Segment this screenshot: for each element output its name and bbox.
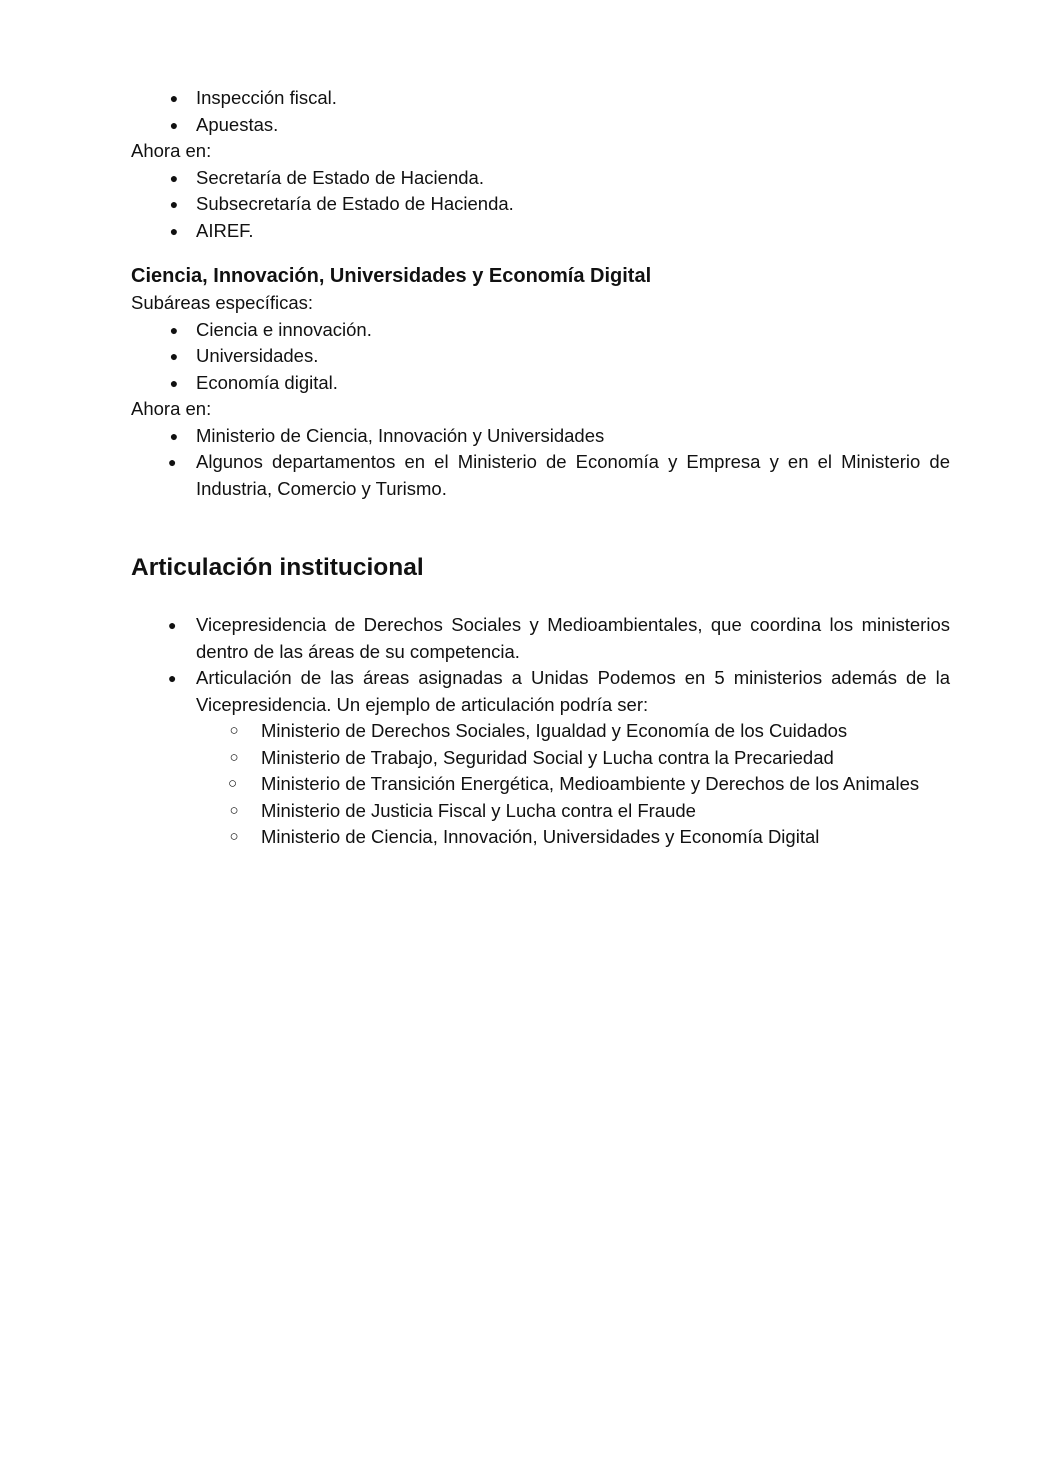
hollow-bullet-icon: ○ <box>229 748 239 766</box>
document-content <box>131 85 950 851</box>
sub-list-item-text: Ministerio de Transición Energética, Medioambiente y Derechos de los Animales <box>261 773 920 794</box>
sub-list-item <box>131 798 950 825</box>
spacer <box>131 584 950 612</box>
subareas-label: Subáreas específicas: <box>131 292 314 313</box>
bullet-list-articulacion <box>131 612 950 718</box>
hollow-bullet-icon: ○ <box>229 801 239 819</box>
list-item-text: Subsecretaría de Estado de Hacienda. <box>196 193 514 214</box>
bullet-icon: ● <box>169 196 179 212</box>
bullet-icon: ● <box>169 169 179 186</box>
list-item <box>131 112 950 139</box>
sub-list-item <box>131 745 950 772</box>
list-item-text: AIREF. <box>196 219 254 241</box>
hollow-bullet-icon: ○ <box>229 722 239 739</box>
sub-list-item-text: Ministerio de Trabajo, Seguridad Social y Lucha contra la Precariedad <box>261 746 834 768</box>
list-item-text: Inspección fiscal. <box>196 87 337 108</box>
list-item <box>131 85 950 112</box>
bullet-icon: ● <box>169 90 179 106</box>
list-item <box>131 370 950 397</box>
bullet-icon: ● <box>169 374 179 391</box>
bullet-icon: ● <box>168 617 177 633</box>
list-item <box>131 343 950 370</box>
list-item-text: Economía digital. <box>196 371 338 393</box>
bullet-icon: ● <box>169 348 179 364</box>
list-item <box>131 423 950 450</box>
sub-list-item <box>131 824 950 851</box>
spacer <box>131 502 950 552</box>
spacer <box>131 244 950 262</box>
section-heading-articulacion: Articulación institucional <box>131 554 424 581</box>
list-item-text: Secretaría de Estado de Hacienda. <box>196 166 484 188</box>
hollow-bullet-icon: ○ <box>229 828 239 845</box>
bullet-icon: ● <box>169 321 179 338</box>
list-item-text: Algunos departamentos en el Ministerio de Economía y Empresa y en el Ministerio de Industria, Comercio y Turismo. <box>196 451 950 499</box>
list-item-text: Universidades. <box>196 345 319 366</box>
ahora-label: Ahora en: <box>131 398 212 419</box>
list-item <box>131 165 950 192</box>
list-item-text: Ciencia e innovación. <box>196 318 372 340</box>
sub-list-item <box>131 718 950 745</box>
ahora-label: Ahora en: <box>131 140 212 161</box>
list-item <box>131 317 950 344</box>
list-item-text: Vicepresidencia de Derechos Sociales y Medioambientales, que coordina los ministerios dentro de las áreas de su competencia. <box>196 614 950 662</box>
section-heading-ciencia: Ciencia, Innovación, Universidades y Economía Digital <box>131 265 652 287</box>
list-item <box>131 665 950 718</box>
bullet-icon: ● <box>169 427 179 444</box>
sub-list-item-text: Ministerio de Ciencia, Innovación, Universidades y Economía Digital <box>261 826 820 847</box>
list-item <box>131 449 950 502</box>
hollow-bullet-icon: ○ <box>228 775 238 792</box>
bullet-list-subareas <box>131 317 950 397</box>
list-item-text: Articulación de las áreas asignadas a Unidas Podemos en 5 ministerios además de la Vicepresidencia. Un ejemplo de articulación podría ser: <box>196 667 950 715</box>
list-item-text: Apuestas. <box>196 113 279 135</box>
sub-list-item-text: Ministerio de Derechos Sociales, Igualdad y Economía de los Cuidados <box>261 720 848 741</box>
bullet-icon: ● <box>168 454 177 470</box>
bullet-icon: ● <box>168 670 177 686</box>
bullet-icon: ● <box>169 116 179 133</box>
bullet-list-ahora-ciencia <box>131 423 950 503</box>
list-item <box>131 218 950 245</box>
sub-list-item <box>131 771 950 798</box>
list-item <box>131 191 950 218</box>
list-item <box>131 612 950 665</box>
sub-list-item-text: Ministerio de Justicia Fiscal y Lucha contra el Fraude <box>261 799 696 821</box>
bullet-list-ahora-hacienda <box>131 165 950 245</box>
bullet-list-fiscal <box>131 85 950 138</box>
sub-list-ministerios <box>131 718 950 851</box>
bullet-icon: ● <box>169 222 179 239</box>
list-item-text: Ministerio de Ciencia, Innovación y Universidades <box>196 424 605 446</box>
